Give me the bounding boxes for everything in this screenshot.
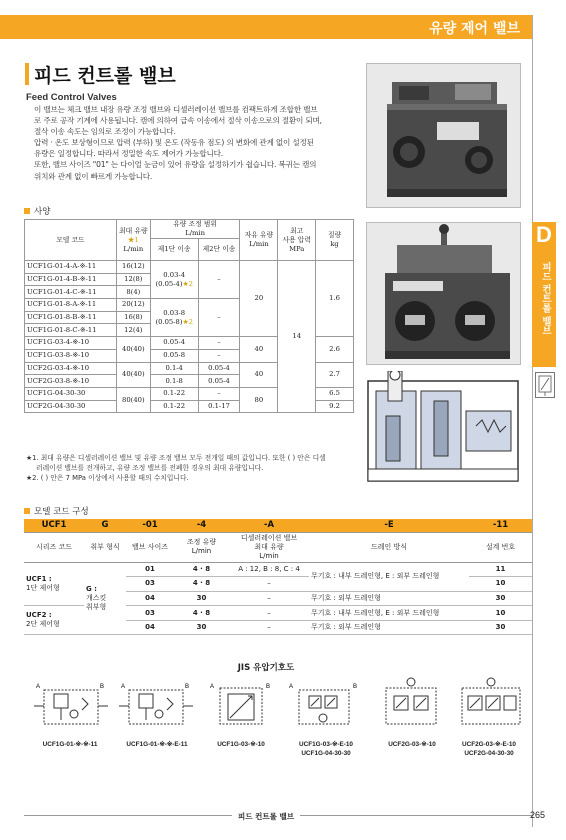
symbol-label-3: UCF1G-03-※-10	[217, 741, 265, 748]
mass-cell: 9.2	[316, 400, 354, 413]
page-title: 피드 컨트롤 밸브	[34, 65, 176, 87]
model-code-cell: UCF2G-03-4-※-10	[25, 362, 117, 375]
size-cell: 01	[126, 562, 174, 577]
intro-line: 압력 · 온도 보상형이므로 압력 (부하) 및 온도 (작동유 점도) 의 변화에 관계 없이 설정된	[34, 138, 314, 148]
flow-cell: 4 · 8	[174, 577, 229, 592]
symbol-label-5: UCF2G-03-※-10	[388, 741, 436, 748]
spec-section-heading: 사양	[24, 205, 50, 217]
mass-cell: 1.6	[316, 261, 354, 337]
size-cell: 03	[126, 577, 174, 592]
intro-line: 유량은 일정합니다. 따라서 정밀한 속도 제어가 가능합니다.	[34, 149, 223, 159]
max-flow-cell: 40(40)	[116, 362, 150, 387]
svg-text:A: A	[36, 684, 41, 690]
decel-cell: –	[229, 620, 309, 635]
code-part-flow: -4	[174, 519, 229, 532]
mass-cell: 6.5	[316, 387, 354, 400]
intro-line: 위치와 관계 없이 빠르게 가능합니다.	[34, 171, 153, 181]
max-flow-cell: 12(8)	[116, 273, 150, 286]
mass-cell: 2.7	[316, 362, 354, 387]
top-banner	[0, 15, 532, 39]
stage2-cell: –	[198, 261, 240, 299]
flow-cell: 4 · 8	[174, 562, 229, 577]
design-cell: 10	[469, 577, 532, 592]
decel-cell: A : 12, B : 8, C : 4	[229, 562, 309, 577]
col-decel: 디셀러레이션 밸브 최대 유량 L/min	[229, 532, 309, 562]
header-mass: 질량 kg	[316, 220, 354, 261]
stage2-cell: –	[198, 337, 240, 350]
symbol-label-2: UCF1G-01-※-※-E-11	[126, 741, 188, 748]
stage2-cell: –	[198, 299, 240, 337]
code-part-design: -11	[469, 519, 532, 532]
svg-text:B: B	[266, 684, 271, 690]
code-part-series: UCF1	[24, 519, 84, 532]
page-number: 265	[530, 810, 546, 820]
model-code-cell: UCF1G-03-8-※-10	[25, 349, 117, 362]
valve-photo-1	[366, 63, 521, 208]
symbol-label-1: UCF1G-01-※-※-11	[42, 741, 98, 748]
col-design: 설계 번호	[469, 532, 532, 562]
jis-title: JIS 유압기호도	[237, 663, 295, 673]
design-cell: 30	[469, 591, 532, 606]
code-part-decel: -A	[229, 519, 309, 532]
decel-cell: –	[229, 577, 309, 592]
free-flow-cell: 40	[240, 337, 278, 362]
code-part-drain: -E	[309, 519, 469, 532]
valve-symbol-icon	[535, 372, 555, 398]
svg-text:A: A	[289, 684, 294, 690]
model-code-cell: UCF1G-01-8-C-※-11	[25, 324, 117, 337]
svg-text:B: B	[353, 684, 358, 690]
spec-table	[24, 219, 354, 413]
model-code-cell: UCF1G-01-8-B-※-11	[25, 311, 117, 324]
col-drain: 드레인 방식	[309, 532, 469, 562]
hydraulic-symbol-6	[450, 676, 532, 734]
design-cell: 11	[469, 562, 532, 577]
svg-text:B: B	[100, 684, 105, 690]
col-flow: 조정 유량 L/min	[174, 532, 229, 562]
pressure-cell: 14	[278, 261, 316, 413]
stage1-cell: 0.03-8 (0.05-8)★2	[150, 299, 198, 337]
max-flow-cell: 12(4)	[116, 324, 150, 337]
symbol-label-4: UCF1G-03-※-E-10 UCF1G-04-30-30	[298, 741, 353, 757]
model-code-cell: UCF2G-04-30-30	[25, 400, 117, 413]
max-flow-cell: 16(8)	[116, 311, 150, 324]
svg-text:A: A	[210, 684, 215, 690]
flow-cell: 4 · 8	[174, 606, 229, 621]
model-code-cell: UCF1G-01-8-A-※-11	[25, 299, 117, 312]
intro-line: 로 주로 공작 기계에 사용됩니다. 캠에 의하여 급속 이송에서 절삭 이송으로의 절환이 되며,	[34, 116, 322, 126]
spec-notes	[26, 453, 356, 484]
stage2-cell: 0.05-4	[198, 362, 240, 375]
max-flow-cell: 80(40)	[116, 387, 150, 412]
size-cell: 03	[126, 606, 174, 621]
page-subtitle: Feed Control Valves	[26, 92, 117, 103]
footer-title: 피드 컨트롤 밸브	[0, 811, 532, 822]
col-size: 밸브 사이즈	[126, 532, 174, 562]
model-code-cell: UCF1G-04-30-30	[25, 387, 117, 400]
code-part-mount: G	[84, 519, 126, 532]
mount-type: G : 개스킷 취부형	[84, 562, 126, 635]
hydraulic-symbol-5	[370, 676, 452, 734]
free-flow-cell: 20	[240, 261, 278, 337]
col-mount: 취부 형식	[84, 532, 126, 562]
intro-line: 이 밸브는 체크 밸브 내장 유량 조정 밸브와 디셀러레이션 밸브를 컴팩트하게 조합한 밸브	[34, 105, 318, 114]
drain-cell: 무기호 : 내부 드레인형, E : 외부 드레인형	[309, 562, 469, 591]
header-max-flow: 최대 유량★1 L/min	[116, 220, 150, 261]
flow-cell: 30	[174, 620, 229, 635]
valve-photo-2	[366, 222, 521, 365]
model-code-cell: UCF1G-03-4-※-10	[25, 337, 117, 350]
stage1-cell: 0.05-8	[150, 349, 198, 362]
max-flow-cell: 16(12)	[116, 261, 150, 274]
model-code-section-heading: 모델 코드 구성	[24, 505, 89, 517]
mass-cell: 2.6	[316, 337, 354, 362]
header-model: 모델 코드	[25, 220, 117, 261]
max-flow-cell: 8(4)	[116, 286, 150, 299]
decel-cell: –	[229, 606, 309, 621]
model-code-cell: UCF1G-01-4-B-※-11	[25, 273, 117, 286]
free-flow-cell: 80	[240, 387, 278, 412]
svg-text:A: A	[121, 684, 126, 690]
note-1-cont: 러레이션 밸브를 전개하고, 유량 조정 밸브를 전폐한 경우의 최대 유량입니다.	[36, 464, 264, 473]
size-cell: 04	[126, 591, 174, 606]
note-1: ★1. 최대 유량은 디셀러레이션 밸브 및 유량 조정 밸브 모두 전개일 때의 값입니다. 또한 ( ) 안은 디셀	[26, 454, 326, 462]
svg-text:B: B	[185, 684, 190, 690]
intro-text	[34, 104, 344, 182]
model-code-cell: UCF2G-03-8-※-10	[25, 375, 117, 388]
stage1-cell: 0.05-4	[150, 337, 198, 350]
stage2-cell: 0.05-4	[198, 375, 240, 388]
series-ucf2: UCF2 : 2단 제어형	[24, 606, 84, 635]
flow-cell: 30	[174, 591, 229, 606]
hydraulic-symbol-2	[115, 676, 197, 734]
hydraulic-symbol-4	[283, 676, 365, 734]
max-flow-cell: 40(40)	[116, 337, 150, 362]
series-ucf1: UCF1 : 1단 제어형	[24, 562, 84, 606]
hydraulic-symbol-3	[200, 676, 282, 734]
stage2-cell: –	[198, 387, 240, 400]
stage1-cell: 0.1-4	[150, 362, 198, 375]
side-tab-letter: D	[536, 222, 552, 247]
intro-line: 또한, 밸브 사이즈 "01" 는 다이얼 눈금이 있어 유량을 설정하기가 쉽습니다. 복귀는 캠의	[34, 160, 317, 170]
banner-title: 유량 제어 밸브	[429, 21, 520, 37]
max-flow-cell: 20(12)	[116, 299, 150, 312]
page-divider	[532, 15, 533, 827]
code-part-size: -01	[126, 519, 174, 532]
size-cell: 04	[126, 620, 174, 635]
header-max-pressure: 최고 사용 압력 MPa	[278, 220, 316, 261]
model-code-cell: UCF1G-01-4-A-※-11	[25, 261, 117, 274]
header-stage2: 제2단 이송	[198, 239, 240, 261]
intro-line: 절삭 이송 속도는 임의로 조정이 가능합니다.	[34, 127, 176, 137]
stage1-cell: 0.1-8	[150, 375, 198, 388]
design-cell: 30	[469, 620, 532, 635]
design-cell: 10	[469, 606, 532, 621]
stage1-cell: 0.1-22	[150, 400, 198, 413]
decel-cell: –	[229, 591, 309, 606]
model-code-table	[24, 519, 532, 635]
hydraulic-symbol-1	[30, 676, 112, 734]
header-free-flow: 자유 유량 L/min	[240, 220, 278, 261]
side-tab-text: 피드 컨트롤 밸브	[540, 262, 551, 336]
stage1-cell: 0.1-22	[150, 387, 198, 400]
drain-cell: 무기호 : 외부 드레인형	[309, 591, 469, 606]
header-flow-range: 유량 조정 범위 L/min	[150, 220, 240, 239]
free-flow-cell: 40	[240, 362, 278, 387]
stage2-cell: 0.1-17	[198, 400, 240, 413]
drain-cell: 무기호 : 외부 드레인형	[309, 620, 469, 635]
header-stage1: 제1단 이송	[150, 239, 198, 261]
stage1-cell: 0.03-4 (0.05-4)★2	[150, 261, 198, 299]
col-series: 시리즈 코드	[24, 532, 84, 562]
note-2: ★2. ( ) 안은 7 MPa 이상에서 사용할 때의 수치입니다.	[26, 474, 189, 483]
title-accent	[25, 63, 29, 85]
symbol-label-6: UCF2G-03-※-E-10 UCF2G-04-30-30	[461, 741, 516, 757]
drain-cell: 무기호 : 내부 드레인형, E : 외부 드레인형	[309, 606, 469, 621]
stage2-cell: –	[198, 349, 240, 362]
model-code-cell: UCF1G-01-4-C-※-11	[25, 286, 117, 299]
valve-section-drawing	[366, 371, 521, 491]
